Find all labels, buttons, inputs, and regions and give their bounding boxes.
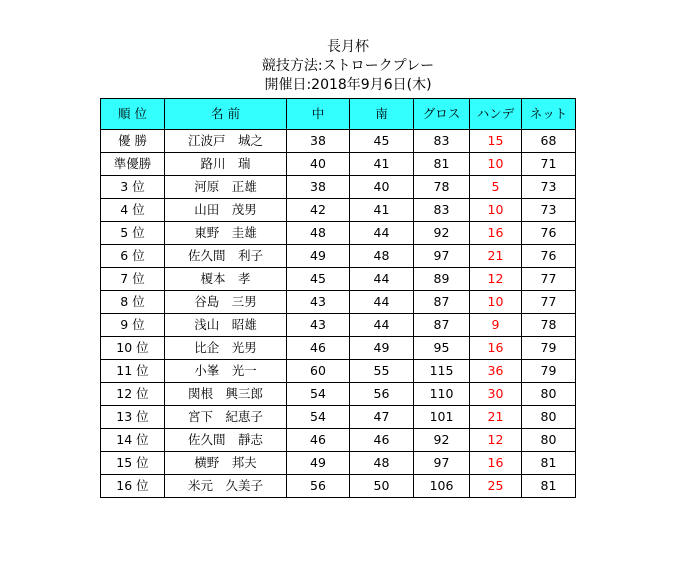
competition-method: 競技方法:ストロークプレー [261, 58, 435, 74]
results-table [100, 98, 576, 498]
handicap-value: 21 [487, 409, 504, 424]
cell-name: 比企 光男 [165, 337, 287, 360]
handicap-value: 21 [487, 248, 504, 263]
cell-gross: 78 [414, 176, 470, 199]
cell-handicap [470, 245, 522, 268]
cell-rank: 16 位 [101, 475, 165, 498]
cell-front: 43 [287, 291, 350, 314]
cell-net: 68 [522, 130, 576, 153]
handicap-value: 9 [491, 317, 500, 332]
cell-rank: 14 位 [101, 429, 165, 452]
table-row [101, 291, 576, 314]
cell-net: 77 [522, 291, 576, 314]
cell-handicap [470, 130, 522, 153]
cell-back: 55 [350, 360, 414, 383]
table-row [101, 222, 576, 245]
table-row [101, 429, 576, 452]
cell-front: 49 [287, 452, 350, 475]
handicap-value: 25 [487, 478, 504, 493]
cell-net: 73 [522, 199, 576, 222]
col-header-handicap: ハンデ [470, 99, 522, 130]
cell-name: 浅山 昭雄 [165, 314, 287, 337]
cell-handicap [470, 452, 522, 475]
table-row [101, 314, 576, 337]
table-row [101, 268, 576, 291]
cell-name: 榎本 孝 [165, 268, 287, 291]
cell-net: 80 [522, 383, 576, 406]
cell-back: 48 [350, 245, 414, 268]
table-row [101, 176, 576, 199]
col-header-front: 中 [287, 99, 350, 130]
table-row [101, 383, 576, 406]
cell-handicap [470, 314, 522, 337]
cell-front: 43 [287, 314, 350, 337]
cell-name: 江波戸 城之 [165, 130, 287, 153]
cell-front: 54 [287, 406, 350, 429]
cell-rank: 6 位 [101, 245, 165, 268]
cell-name: 佐久間 利子 [165, 245, 287, 268]
cell-net: 80 [522, 406, 576, 429]
cell-gross: 83 [414, 199, 470, 222]
cell-front: 56 [287, 475, 350, 498]
cell-net: 73 [522, 176, 576, 199]
cell-handicap [470, 291, 522, 314]
cell-name: 谷島 三男 [165, 291, 287, 314]
handicap-value: 15 [487, 133, 504, 148]
cell-net: 71 [522, 153, 576, 176]
cell-back: 44 [350, 314, 414, 337]
cell-name: 河原 正雄 [165, 176, 287, 199]
cell-rank: 10 位 [101, 337, 165, 360]
cell-front: 54 [287, 383, 350, 406]
handicap-value: 12 [487, 432, 504, 447]
handicap-value: 16 [487, 340, 504, 355]
cell-front: 49 [287, 245, 350, 268]
cell-gross: 106 [414, 475, 470, 498]
cell-handicap [470, 475, 522, 498]
cell-front: 42 [287, 199, 350, 222]
cell-rank: 準優勝 [101, 153, 165, 176]
cell-handicap [470, 199, 522, 222]
handicap-value: 16 [487, 455, 504, 470]
title-block [0, 38, 696, 95]
cell-gross: 97 [414, 452, 470, 475]
cell-back: 50 [350, 475, 414, 498]
cell-gross: 83 [414, 130, 470, 153]
cell-rank: 11 位 [101, 360, 165, 383]
cell-gross: 101 [414, 406, 470, 429]
table-row [101, 452, 576, 475]
cell-gross: 81 [414, 153, 470, 176]
cell-gross: 89 [414, 268, 470, 291]
handicap-value: 16 [487, 225, 504, 240]
cell-gross: 110 [414, 383, 470, 406]
cell-name: 小峯 光一 [165, 360, 287, 383]
cell-handicap [470, 337, 522, 360]
cell-net: 81 [522, 475, 576, 498]
col-header-back: 南 [350, 99, 414, 130]
cell-front: 48 [287, 222, 350, 245]
tournament-title: 長月杯 [327, 39, 369, 55]
cell-front: 46 [287, 337, 350, 360]
cell-net: 79 [522, 337, 576, 360]
cell-gross: 92 [414, 429, 470, 452]
table-row [101, 153, 576, 176]
cell-rank: 9 位 [101, 314, 165, 337]
cell-net: 76 [522, 245, 576, 268]
cell-back: 41 [350, 153, 414, 176]
cell-back: 45 [350, 130, 414, 153]
cell-rank: 13 位 [101, 406, 165, 429]
handicap-value: 30 [487, 386, 504, 401]
cell-name: 山田 茂男 [165, 199, 287, 222]
cell-handicap [470, 153, 522, 176]
header-row [101, 99, 576, 130]
cell-handicap [470, 268, 522, 291]
results-body [101, 130, 576, 498]
col-header-name: 名 前 [165, 99, 287, 130]
cell-handicap [470, 406, 522, 429]
table-row [101, 245, 576, 268]
col-header-rank: 順 位 [101, 99, 165, 130]
table-row [101, 406, 576, 429]
handicap-value: 10 [487, 294, 504, 309]
cell-back: 46 [350, 429, 414, 452]
cell-rank: 5 位 [101, 222, 165, 245]
cell-name: 宮下 紀恵子 [165, 406, 287, 429]
cell-net: 77 [522, 268, 576, 291]
cell-back: 47 [350, 406, 414, 429]
cell-net: 76 [522, 222, 576, 245]
cell-back: 48 [350, 452, 414, 475]
cell-net: 80 [522, 429, 576, 452]
handicap-value: 10 [487, 202, 504, 217]
cell-front: 45 [287, 268, 350, 291]
cell-handicap [470, 360, 522, 383]
cell-gross: 97 [414, 245, 470, 268]
col-header-gross: グロス [414, 99, 470, 130]
table-row [101, 337, 576, 360]
cell-rank: 優 勝 [101, 130, 165, 153]
cell-handicap [470, 429, 522, 452]
cell-handicap [470, 383, 522, 406]
cell-back: 44 [350, 222, 414, 245]
col-header-net: ネット [522, 99, 576, 130]
table-row [101, 199, 576, 222]
cell-name: 東野 圭雄 [165, 222, 287, 245]
cell-back: 44 [350, 268, 414, 291]
handicap-value: 12 [487, 271, 504, 286]
cell-name: 佐久間 靜志 [165, 429, 287, 452]
table-row [101, 475, 576, 498]
cell-gross: 115 [414, 360, 470, 383]
cell-front: 40 [287, 153, 350, 176]
cell-rank: 7 位 [101, 268, 165, 291]
cell-back: 44 [350, 291, 414, 314]
cell-front: 38 [287, 176, 350, 199]
handicap-value: 36 [487, 363, 504, 378]
cell-gross: 92 [414, 222, 470, 245]
cell-handicap [470, 222, 522, 245]
cell-gross: 95 [414, 337, 470, 360]
cell-gross: 87 [414, 314, 470, 337]
cell-rank: 15 位 [101, 452, 165, 475]
cell-net: 78 [522, 314, 576, 337]
cell-front: 38 [287, 130, 350, 153]
cell-name: 関根 興三郎 [165, 383, 287, 406]
cell-name: 路川 瑞 [165, 153, 287, 176]
cell-back: 40 [350, 176, 414, 199]
cell-rank: 4 位 [101, 199, 165, 222]
cell-front: 46 [287, 429, 350, 452]
cell-back: 56 [350, 383, 414, 406]
cell-name: 米元 久美子 [165, 475, 287, 498]
cell-name: 横野 邦夫 [165, 452, 287, 475]
cell-gross: 87 [414, 291, 470, 314]
handicap-value: 10 [487, 156, 504, 171]
event-date: 開催日:2018年9月6日(木) [264, 77, 432, 93]
table-row [101, 360, 576, 383]
table-row [101, 130, 576, 153]
cell-rank: 12 位 [101, 383, 165, 406]
cell-back: 49 [350, 337, 414, 360]
cell-net: 81 [522, 452, 576, 475]
cell-back: 41 [350, 199, 414, 222]
cell-handicap [470, 176, 522, 199]
cell-rank: 3 位 [101, 176, 165, 199]
cell-rank: 8 位 [101, 291, 165, 314]
handicap-value: 5 [491, 179, 500, 194]
cell-front: 60 [287, 360, 350, 383]
cell-net: 79 [522, 360, 576, 383]
